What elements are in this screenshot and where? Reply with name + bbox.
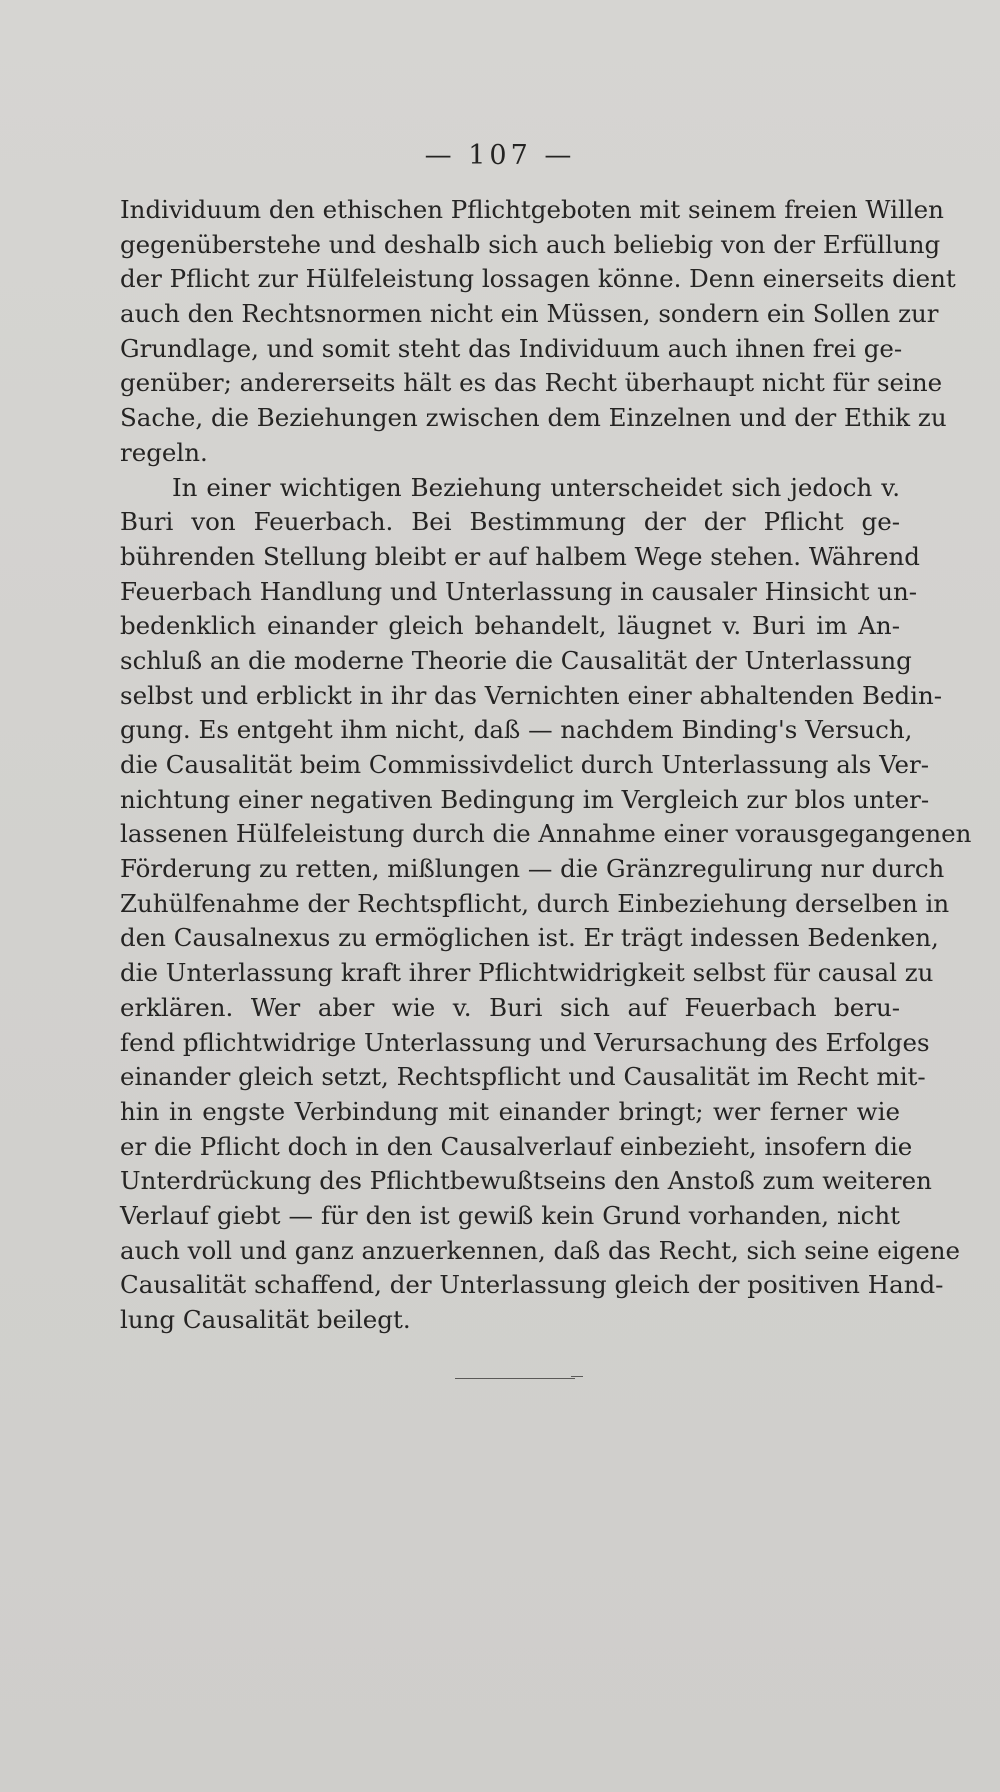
text-line: gung. Es entgeht ihm nicht, daß — nachdem Binding's Versuch, [120, 715, 913, 745]
text-line: In einer wichtigen Beziehung unterscheidet sich jedoch v. [172, 472, 900, 502]
text-line: regeln. [120, 437, 208, 467]
text-line: die Unterlassung kraft ihrer Pflichtwidrigkeit selbst für causal zu [120, 958, 934, 988]
page-number: — 107 — [424, 140, 576, 171]
text-line: Buri von Feuerbach. Bei Bestimmung der der Pflicht ge- [120, 507, 900, 537]
text-line: auch voll und ganz anzuerkennen, daß das Recht, sich seine eigene [120, 1235, 960, 1265]
text-line: bührenden Stellung bleibt er auf halbem Wege stehen. Während [120, 541, 920, 571]
text-line: nichtung einer negativen Bedingung im Vergleich zur blos unter- [120, 784, 930, 814]
text-line: Unterdrückung des Pflichtbewußtseins den Anstoß zum weiteren [120, 1166, 932, 1196]
text-line: Feuerbach Handlung und Unterlassung in causaler Hinsicht un- [120, 576, 918, 606]
text-line: er die Pflicht doch in den Causalverlauf einbezieht, insofern die [120, 1131, 913, 1161]
text-line: selbst und erblickt in ihr das Vernichten einer abhaltenden Bedin- [120, 680, 943, 710]
text-line: Grundlage, und somit steht das Individuum auch ihnen frei ge- [120, 333, 903, 363]
text-line: die Causalität beim Commissivdelict durch Unterlassung als Ver- [120, 750, 930, 779]
text-line: der Pflicht zur Hülfeleistung lossagen könne. Denn einerseits dient [120, 264, 956, 294]
text-line: Individuum den ethischen Pflichtgeboten mit seinem freien Willen [120, 195, 944, 224]
text-line: Förderung zu retten, mißlungen — die Gränzregulirung nur durch [120, 854, 945, 884]
text-line: Sache, die Beziehungen zwischen dem Einzelnen und der Ethik zu [120, 403, 947, 433]
text-line: einander gleich setzt, Rechtspflicht und Causalität im Recht mit- [120, 1062, 926, 1092]
text-line: schluß an die moderne Theorie die Causalität der Unterlassung [120, 645, 912, 675]
text-line: Verlauf giebt — für den ist gewiß kein Grund vorhanden, nicht [120, 1200, 900, 1230]
text-line: Causalität schaffend, der Unterlassung gleich der positiven Hand- [120, 1270, 944, 1300]
text-line: erklären. Wer aber wie v. Buri sich auf Feuerbach beru- [120, 992, 900, 1022]
text-line: lassenen Hülfeleistung durch die Annahme einer vorausgegangenen [120, 819, 972, 849]
text-line: hin in engste Verbindung mit einander bringt; wer ferner wie [120, 1096, 900, 1126]
text-line: gegenüberstehe und deshalb sich auch beliebig von der Erfüllung [120, 229, 941, 259]
text-line: bedenklich einander gleich behandelt, läugnet v. Buri im An- [120, 611, 900, 641]
text-line: genüber; andererseits hält es das Recht überhaupt nicht für seine [120, 368, 943, 398]
text-line: Zuhülfenahme der Rechtspflicht, durch Einbeziehung derselben in [120, 888, 950, 918]
section-end-rule [455, 1378, 575, 1379]
text-line: den Causalnexus zu ermöglichen ist. Er trägt indessen Bedenken, [120, 923, 939, 953]
section-end-rule-tail [571, 1376, 583, 1377]
text-line: lung Causalität beilegt. [120, 1305, 411, 1334]
text-line: auch den Rechtsnormen nicht ein Müssen, sondern ein Sollen zur [120, 299, 939, 329]
text-line: fend pflichtwidrige Unterlassung und Verursachung des Erfolges [120, 1027, 930, 1057]
body-text [120, 193, 972, 1338]
